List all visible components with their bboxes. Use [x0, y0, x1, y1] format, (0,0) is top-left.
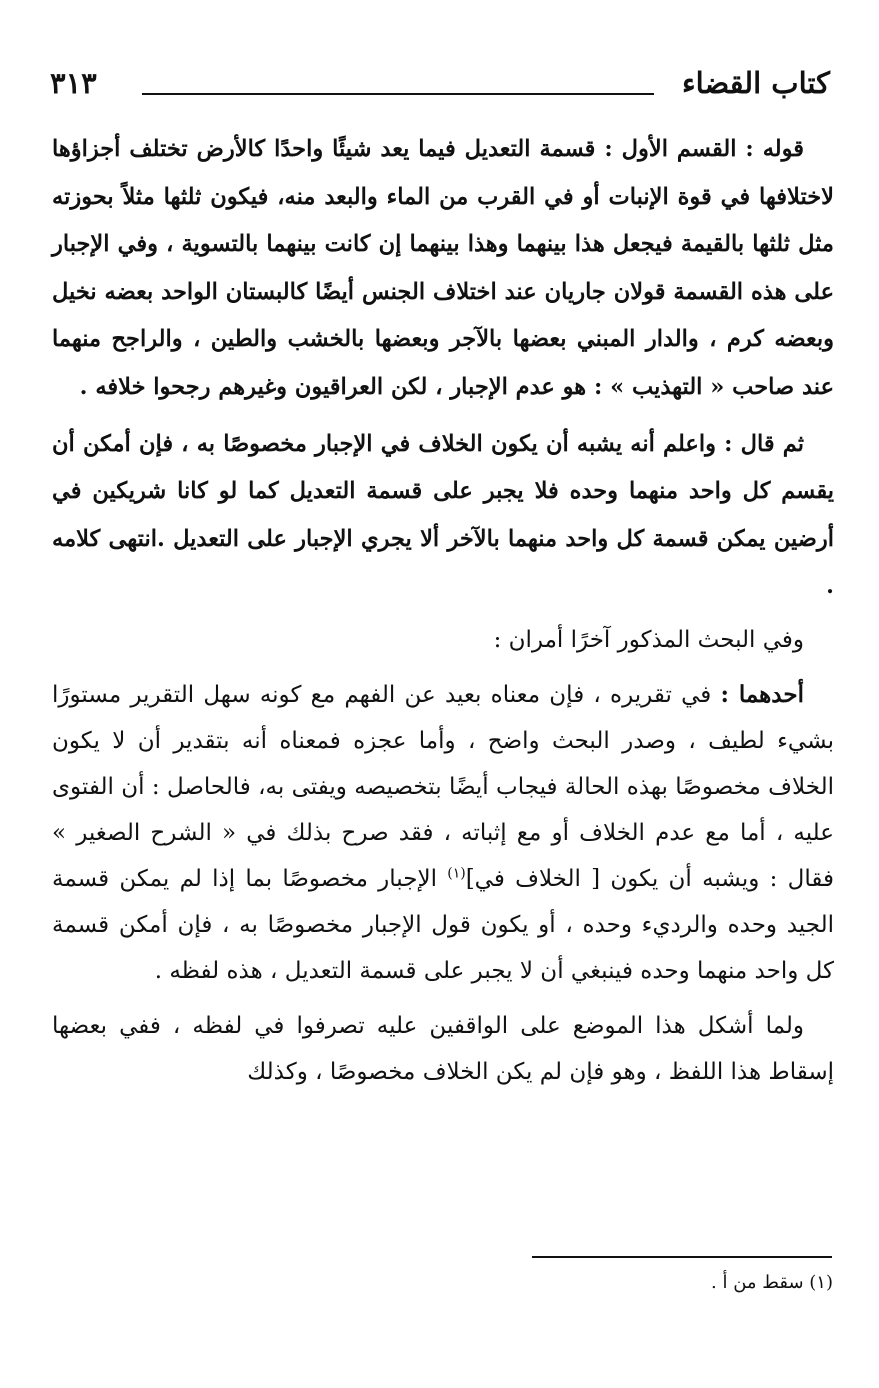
paragraph-problem-passage: ولما أشكل هذا الموضع على الواقفين عليه تصرفوا في لفظه ، ففي بعضها إسقاط هذا اللفظ ، وهو فإن لم يكن الخلاف مخصوصًا ، وكذلك	[52, 1012, 834, 1085]
paragraph-lead-word: أحدهما :	[720, 680, 804, 708]
page-number: ٣١٣	[50, 66, 97, 100]
footnote: (١) سقط من أ .	[711, 1272, 833, 1293]
running-header-title: كتاب القضاء	[682, 66, 830, 100]
paragraph-text-segment: في تقريره ، فإن معناه بعيد عن الفهم مع كونه سهل التقرير مستورًا بشيء لطيف ، وصدر البحث واضح ، وأما عجزه فمعناه أنه بتقدير أن لا يكون الخلاف مخصوصًا بهذه الحالة فيجاب أيضًا بتخصيصه ويفتى به، فالحاصل : أن الفتوى عليه ، أما مع عدم الخلاف أو مع إثباته ، فقد صرح بذلك في « الشرح الصغير » فقال : ويشبه أن يكون [ الخلاف في]	[52, 681, 834, 892]
paragraph-quote-division: قوله : القسم الأول : قسمة التعديل فيما يعد شيئًا واحدًا كالأرض تختلف أجزاؤها لاختلافها في قوة الإنبات أو في القرب من الماء والبعد منه، فيكون ثلثها مثلاً بحوزته مثل ثلثها بالقيمة فيجعل هذا بينهما وهذا بينهما إن كانت بينهما بالتسوية ، وفي الإجبار على هذه القسمة قولان جاريان عند اختلاف الجنس أيضًا كالبستان الواحد بعضه نخيل وبعضه كرم ، والدار المبني بعضها بالآجر وبعضها بالخشب والطين ، والراجح منهما عند صاحب « التهذيب » : هو عدم الإجبار ، لكن العراقيون وغيرهم رجحوا خلافه .	[52, 136, 834, 400]
paragraph-first-matter	[52, 672, 834, 994]
footnote-separator	[532, 1256, 832, 1258]
header-rule	[142, 93, 654, 95]
main-text	[52, 126, 834, 1095]
paragraph-quote-then-said: ثم قال : واعلم أنه يشبه أن يكون الخلاف في الإجبار مخصوصًا به ، فإن أمكن أن يقسم كل واحد منهما وحده فلا يجبر على قسمة التعديل كما لو كانا شريكين في أرضين يمكن قسمة كل واحد منهما بالآخر ألا يجري الإجبار على التعديل .انتهى كلامه .	[52, 430, 834, 600]
footnote-reference: (١)	[447, 865, 466, 882]
paragraph-text-segment: الإجبار مخصوصًا بما إذا لم يمكن قسمة الجيد وحده والرديء وحده ، أو يكون قول الإجبار مخصوصًا به ، فإن أمكن قسمة كل واحد منهما وحده فينبغي أن لا يجبر على قسمة التعديل ، هذه لفظه .	[52, 865, 834, 984]
running-header	[50, 62, 830, 108]
paragraph-two-matters: وفي البحث المذكور آخرًا أمران :	[493, 626, 804, 653]
